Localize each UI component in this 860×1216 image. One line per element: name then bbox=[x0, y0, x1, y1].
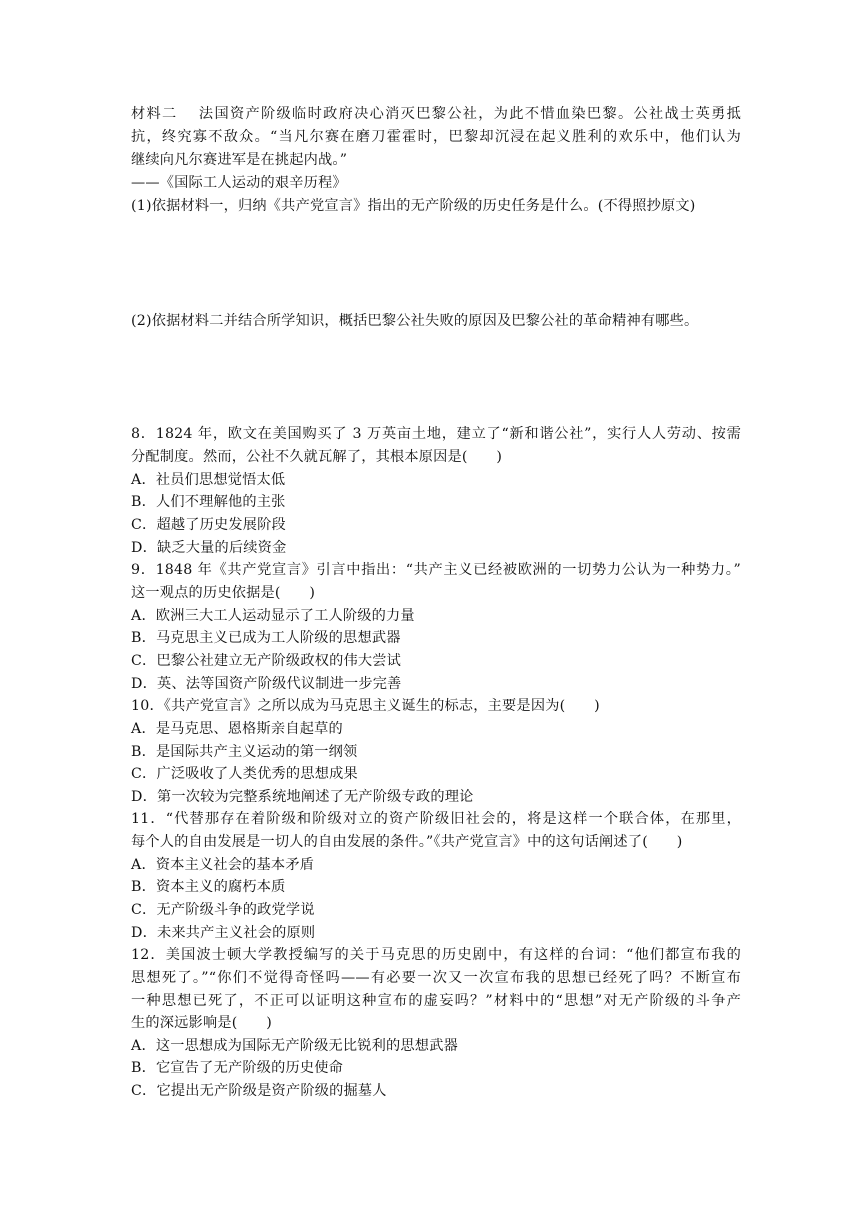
q12-option-b: B．它宣告了无产阶级的历史使命 bbox=[131, 1060, 344, 1076]
material2-line: 材料二 法国资产阶级临时政府决心消灭巴黎公社，为此不惜血染巴黎。公社战士英勇抵 bbox=[131, 106, 741, 122]
subquestion-2: (2)依据材料二并结合所学知识，概括巴黎公社失败的原因及巴黎公社的革命精神有哪些。 bbox=[131, 313, 699, 329]
q8-option-d: D．缺乏大量的后续资金 bbox=[131, 540, 287, 556]
q12-option-c: C．它提出无产阶级是资产阶级的掘墓人 bbox=[131, 1083, 387, 1099]
q8-stem: 8．1824 年，欧文在美国购买了 3 万英亩土地，建立了“新和谐公社”，实行人人劳动、按需 bbox=[131, 426, 741, 442]
q9-option-b: B．马克思主义已成为工人阶级的思想武器 bbox=[131, 630, 401, 646]
q9-option-c: C．巴黎公社建立无产阶级政权的伟大尝试 bbox=[131, 653, 402, 669]
q9-option-d: D．英、法等国资产阶级代议制进一步完善 bbox=[131, 676, 402, 692]
q11-stem: 每个人的自由发展是一切人的自由发展的条件。”《共产党宣言》中的这句话阐述了( ) bbox=[131, 834, 683, 850]
q12-stem: 一种思想已死了，不正可以证明这种宣布的虚妄吗？”材料中的“思想”对无产阶级的斗争产 bbox=[131, 993, 741, 1009]
q12-stem: 生的深远影响是( ) bbox=[131, 1015, 272, 1031]
material2-line: 抗，终究寡不敌众。“当凡尔赛在磨刀霍霍时，巴黎却沉浸在起义胜利的欢乐中，他们认为 bbox=[131, 129, 741, 145]
q10-option-b: B．是国际共产主义运动的第一纲领 bbox=[131, 744, 358, 760]
q11-stem: 11．“代替那存在着阶级和阶级对立的资产阶级旧社会的，将是这样一个联合体，在那里， bbox=[131, 811, 741, 827]
q11-option-c: C．无产阶级斗争的政党学说 bbox=[131, 902, 315, 918]
q11-option-d: D．未来共产主义社会的原则 bbox=[131, 925, 316, 941]
subquestion-1: (1)依据材料一，归纳《共产党宣言》指出的无产阶级的历史任务是什么。(不得照抄原文) bbox=[131, 198, 696, 214]
q9-stem: 这一观点的历史依据是( ) bbox=[131, 585, 316, 601]
q11-option-b: B．资本主义的腐朽本质 bbox=[131, 879, 286, 895]
q10-stem: 10．《共产党宣言》之所以成为马克思主义诞生的标志，主要是因为( ) bbox=[131, 698, 600, 714]
q9-option-a: A．欧洲三大工人运动显示了工人阶级的力量 bbox=[131, 608, 415, 624]
q11-option-a: A．资本主义社会的基本矛盾 bbox=[131, 857, 315, 873]
q8-stem: 分配制度。然而，公社不久就瓦解了，其根本原因是( ) bbox=[131, 449, 503, 465]
q8-option-b: B．人们不理解他的主张 bbox=[131, 494, 286, 510]
q10-option-c: C．广泛吸收了人类优秀的思想成果 bbox=[131, 766, 358, 782]
q10-option-d: D．第一次较为完整系统地阐述了无产阶级专政的理论 bbox=[131, 789, 474, 805]
material2-line: 继续向凡尔赛进军是在挑起内战。” bbox=[131, 152, 348, 168]
q10-option-a: A．是马克思、恩格斯亲自起草的 bbox=[131, 721, 343, 737]
q12-option-a: A．这一思想成为国际无产阶级无比锐利的思想武器 bbox=[131, 1038, 458, 1054]
q8-option-c: C．超越了历史发展阶段 bbox=[131, 517, 286, 533]
q8-option-a: A．社员们思想觉悟太低 bbox=[131, 472, 286, 488]
q12-stem: 12．美国波士顿大学教授编写的关于马克思的历史剧中，有这样的台词：“他们都宣布我的 bbox=[131, 947, 741, 963]
material2-source: ——《国际工人运动的艰辛历程》 bbox=[131, 175, 347, 191]
q12-stem: 思想死了。”“你们不觉得奇怪吗——有必要一次又一次宣布我的思想已经死了吗？不断宣布 bbox=[131, 970, 741, 986]
q9-stem: 9．1848 年《共产党宣言》引言中指出：“共产主义已经被欧洲的一切势力公认为一种势力。” bbox=[131, 562, 741, 578]
